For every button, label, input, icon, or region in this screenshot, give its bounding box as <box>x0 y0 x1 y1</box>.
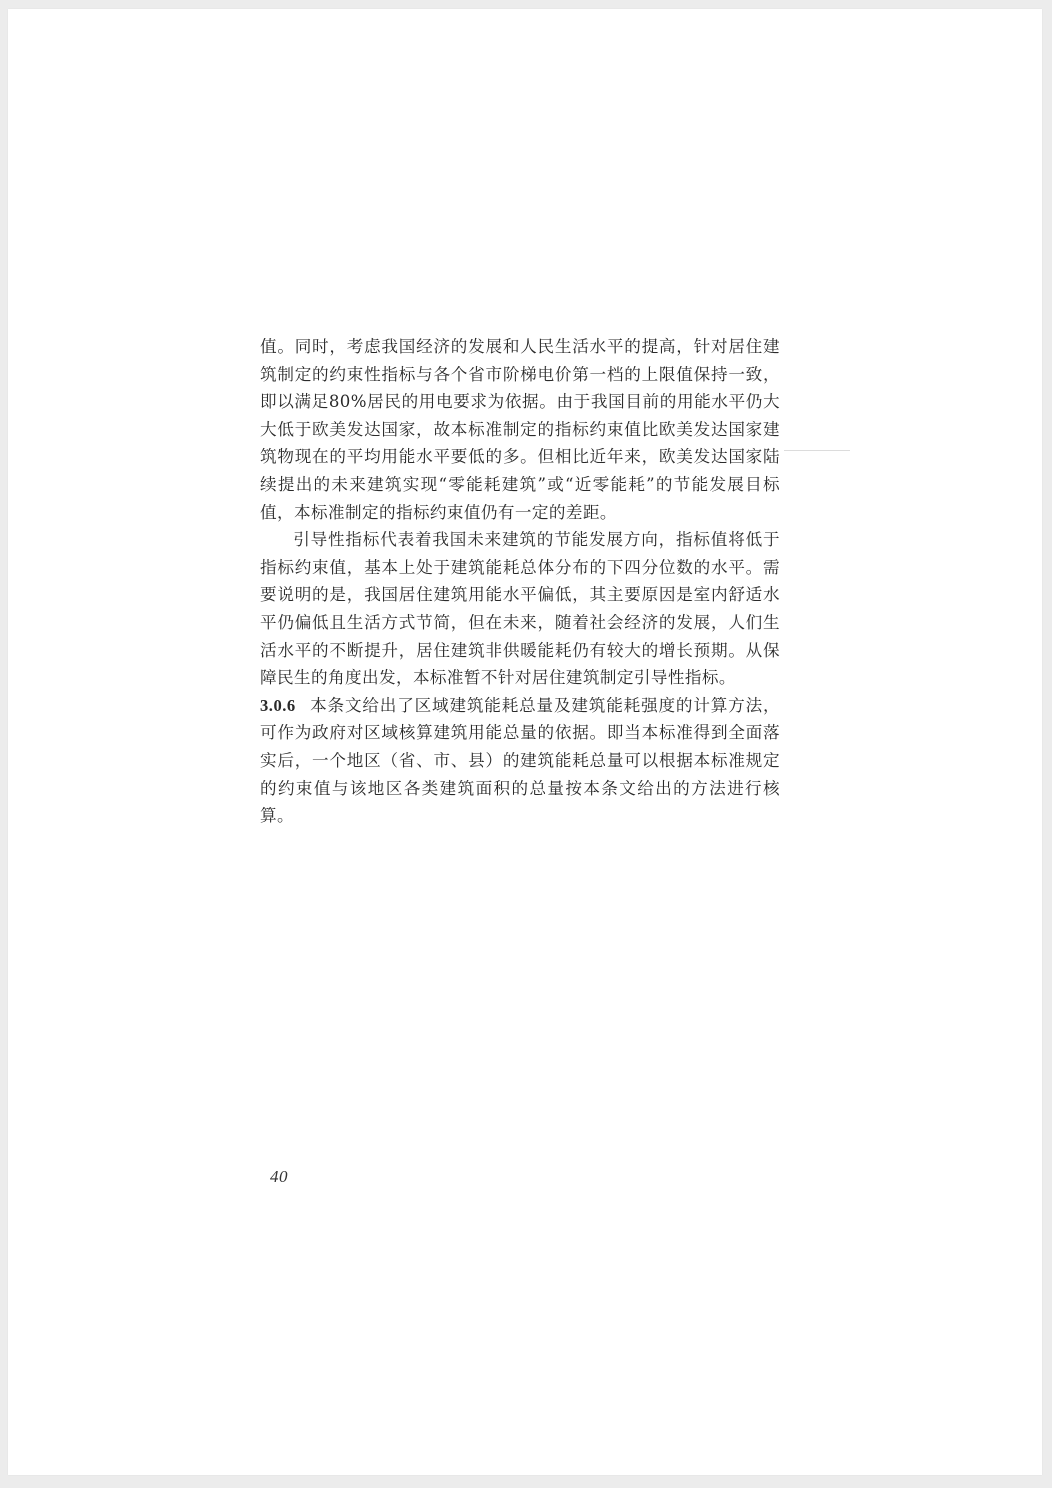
clause-number: 3.0.6 <box>260 695 296 715</box>
margin-mark <box>784 450 850 451</box>
document-page <box>8 9 1042 1475</box>
page-number: 40 <box>270 1167 288 1186</box>
paragraph-3-text: 本条文给出了区域建筑能耗总量及建筑能耗强度的计算方法，可作为政府对区域核算建筑用能总量的依据。即当本标准得到全面落实后，一个地区（省、市、县）的建筑能耗总量可以根据本标准规定的约束值与该地区各类建筑面积的总量按本条文给出的方法进行核算。 <box>260 695 780 826</box>
paragraph-1: 值。同时，考虑我国经济的发展和人民生活水平的提高，针对居住建筑制定的约束性指标与各个省市阶梯电价第一档的上限值保持一致，即以满足80%居民的用电要求为依据。由于我国目前的用能水平仍大大低于欧美发达国家，故本标准制定的指标约束值比欧美发达国家建筑物现在的平均用能水平要低的多。但相比近年来，欧美发达国家陆续提出的未来建筑实现“零能耗建筑”或“近零能耗”的节能发展目标值，本标准制定的指标约束值仍有一定的差距。 <box>260 337 780 522</box>
paragraph-2: 引导性指标代表着我国未来建筑的节能发展方向，指标值将低于指标约束值，基本上处于建筑能耗总体分布的下四分位数的水平。需要说明的是，我国居住建筑用能水平偏低，其主要原因是室内舒适水平仍偏低且生活方式节简，但在未来，随着社会经济的发展，人们生活水平的不断提升，居住建筑非供暖能耗仍有较大的增长预期。从保障民生的角度出发，本标准暂不针对居住建筑制定引导性指标。 <box>260 530 780 688</box>
body-text <box>260 333 780 830</box>
paragraph-3 <box>260 692 780 830</box>
